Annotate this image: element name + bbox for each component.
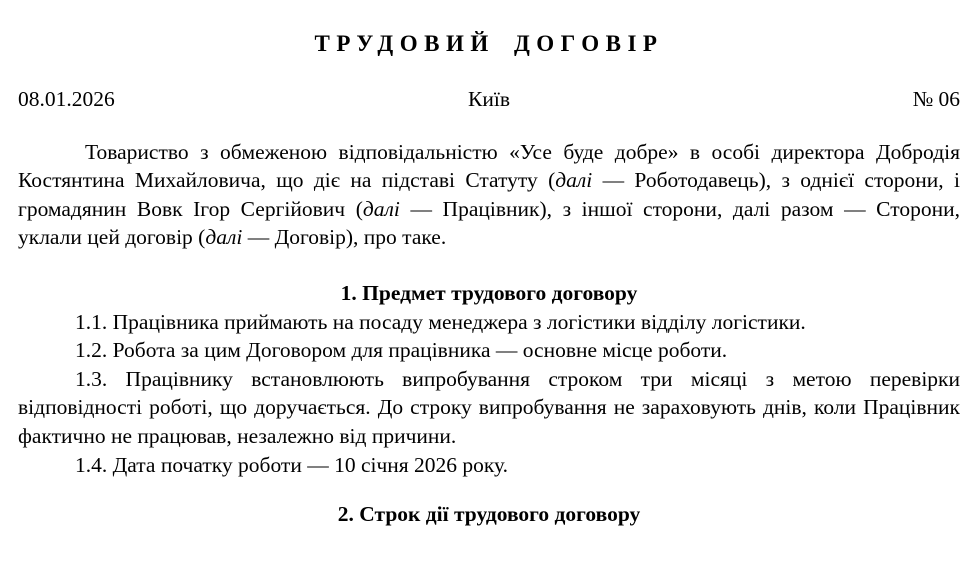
clause-1-4: 1.4. Дата початку роботи — 10 січня 2026 року. [75,452,509,477]
section-2-heading: 2. Строк дії трудового договору [337,502,641,527]
document-city: Київ [468,87,510,111]
intro-text-1: Товариство з обмеженою відповідальністю «Усе буде добре» в особі директора Добродія Костянтина Михайловича, що діє на підставі Статуту ( [18,139,960,193]
intro-text-2: — Роботодавець), з однієї сторони, і громадянин Вовк Ігор Сергійович ( [18,168,960,221]
clause-1-3: 1.3. Працівнику встановлюють випробування строком три місяці з метою перевірки відповідності роботі, що доручається. До строку випробування не зараховують днів, коли Працівник фактично не працював, незалежно від причини. [18,366,960,448]
document-number: № 06 [912,87,960,111]
intro-italic-3: далі [205,225,243,250]
intro-italic-2: далі [362,196,400,221]
intro-text-4: — Договір), про таке. [242,225,447,250]
clause-1-2: 1.2. Робота за цим Договором для працівника — основне місце роботи. [75,338,728,363]
clause-1-1: 1.1. Працівника приймають на посаду менеджера з логістики відділу логістики. [75,309,806,334]
document-title: ТРУДОВИЙ ДОГОВІР [314,31,664,56]
intro-paragraph [18,138,960,252]
document-date: 08.01.2026 [18,87,115,111]
intro-italic-1: далі [555,168,593,193]
dateline [18,85,960,114]
intro-text-3: — Працівник), з іншої сторони, далі разом — Сторони, уклали цей договір ( [18,196,960,250]
section-1-heading: 1. Предмет трудового договору [340,280,638,305]
contract-document [0,30,978,529]
